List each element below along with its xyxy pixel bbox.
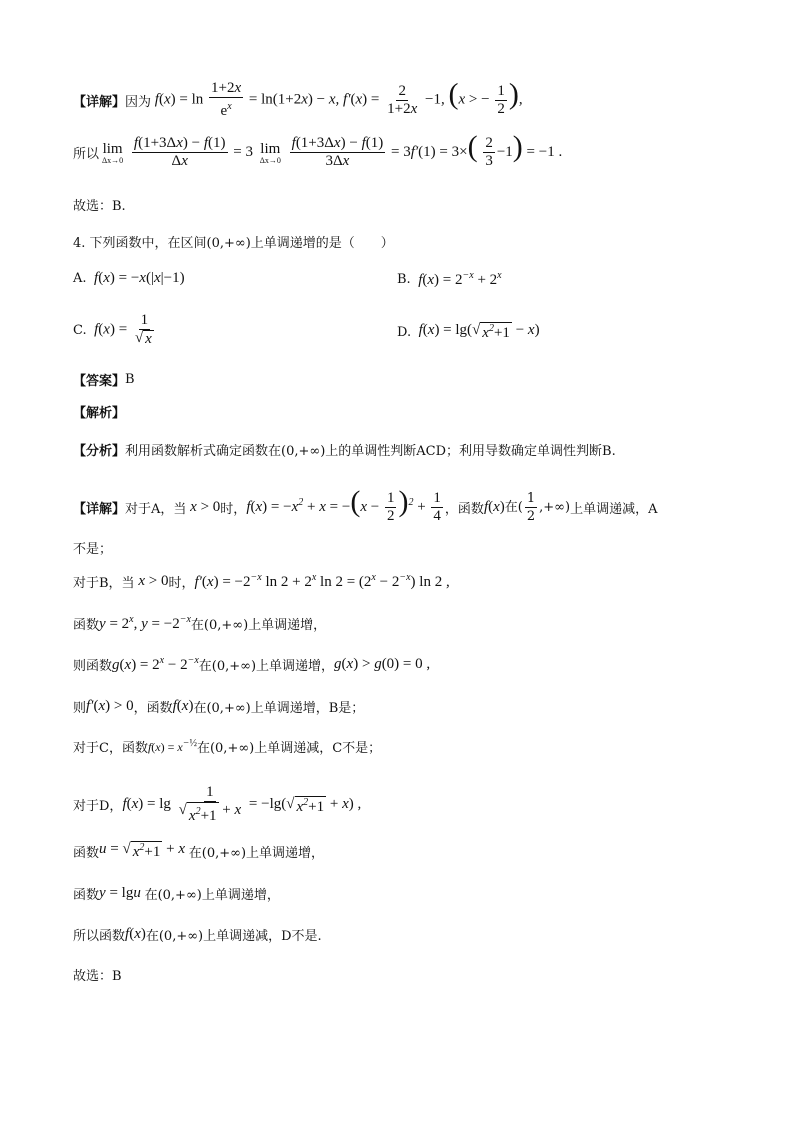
option-b bbox=[397, 270, 502, 289]
detail-b3-pre: 则 bbox=[73, 701, 87, 716]
answer-line bbox=[73, 370, 135, 389]
detail-d2-formula: y = lgu bbox=[99, 885, 145, 901]
option-a-label: A. bbox=[73, 271, 87, 286]
answer-value: B bbox=[125, 372, 135, 387]
detail-b-line bbox=[73, 572, 450, 591]
choose-line-2 bbox=[73, 965, 122, 984]
detail-b-cond: x > 0 bbox=[134, 573, 169, 589]
option-d bbox=[397, 322, 540, 342]
option-d-formula: f(x) = lg( √ $x^2+1$ − x) bbox=[411, 322, 540, 341]
detail-b3-ineq: f′(x) > 0 bbox=[86, 698, 134, 714]
detail-b2-mid: 在(0,+∞)上单调递增， bbox=[198, 659, 335, 674]
analysis-label: 【解析】 bbox=[73, 406, 126, 421]
option-b-formula: $f(x) = 2^{-x} + 2^x$ bbox=[410, 270, 502, 288]
detail-d2-post: 在(0,+∞)上单调递增， bbox=[144, 888, 280, 903]
detail-d2-pre: 函数 bbox=[73, 888, 100, 903]
detail-a-end: 不是； bbox=[73, 542, 113, 557]
detail-d2-line bbox=[73, 884, 280, 903]
detail-d3-fx: f(x) bbox=[125, 926, 146, 942]
detail-a-intro: 对于A，当 bbox=[125, 502, 187, 517]
detail-a-fx: f(x) bbox=[483, 499, 505, 515]
detail-b1-line bbox=[73, 614, 326, 633]
fenxi-label: 【分析】 bbox=[73, 444, 126, 459]
detail-d3-line bbox=[73, 925, 322, 944]
detail-b3-post: 在(0,+∞)上单调递增，B是； bbox=[193, 701, 365, 716]
formula-f-def: f(x) = ln $\frac{1+2x}{e^x}$ = ln(1+2x) − x, f′(x) = $\frac{2}{1+2x}$ −1, (x > − $\frac{1}{2}$ ), bbox=[151, 77, 523, 119]
detail-a-formula: $f(x) = -x^2 + x = -(x$ − $\frac{1}{2}$ )$^2$ + $\frac{1}{4}$ bbox=[246, 484, 441, 524]
detail-a-tail2: 上单调递减，A bbox=[570, 502, 658, 517]
because-text: 因为 bbox=[125, 94, 152, 110]
detail-b1-formula: $y = 2^x$, $y = -2^{-x}$ bbox=[99, 614, 191, 632]
detail-d3-post: 在(0,+∞)上单调递减，D不是. bbox=[145, 929, 322, 944]
detail-d3-pre: 所以函数 bbox=[73, 929, 126, 944]
detail-b-intro: 对于B，当 bbox=[73, 576, 135, 591]
detail-b3-fx: f(x) bbox=[172, 698, 194, 714]
detail-a-mid: 时， bbox=[220, 502, 247, 517]
detail-c-formula: $f(x) = x^{-\frac{1}{2}}$ bbox=[147, 738, 197, 754]
option-b-label: B. bbox=[397, 272, 411, 287]
option-c-label: C. bbox=[73, 322, 87, 338]
answer-label: 【答案】 bbox=[73, 374, 126, 389]
question-4-text: 4. 下列函数中，在区间(0,+∞)上单调递增的是（ ） bbox=[73, 236, 394, 251]
fenxi-text: 利用函数解析式确定函数在(0,+∞)上的单调性判断ACD；利用导数确定单调性判断B. bbox=[125, 444, 616, 459]
choose-text-2: 故选：B bbox=[73, 969, 122, 984]
detail-d1-post: 在(0,+∞)上单调递增， bbox=[188, 845, 325, 861]
detail-b2-pre: 则函数 bbox=[73, 659, 113, 674]
detail-d-pre: 对于D， bbox=[73, 799, 123, 814]
detail-a-interval: 在( $\frac{1}{2}$ ,+∞) bbox=[504, 491, 571, 524]
detail-a-end-line bbox=[73, 538, 112, 557]
detail-d-line bbox=[73, 784, 361, 825]
formula-limit: lim Δx→0 $\frac{f(1+3\Delta x) - f(1)}{\Delta x}$ = 3 lim Δx→0 $\frac{f(1+3\Delta x) - f(1)}{3\Delta x}$ = 3f′(1) = 3×( $\frac{2}{3}$ −1) = −1 . bbox=[102, 129, 563, 169]
detail-line-1 bbox=[73, 77, 523, 120]
question-4-stem bbox=[73, 232, 394, 251]
detail-b3-line bbox=[73, 697, 364, 716]
detail-d1-line bbox=[73, 841, 324, 861]
detail-b-formula: $f'(x) = -2^{-x}$ $\ln 2 + 2^x$ $\ln 2 = (2^x - 2^{-x})$ ln 2 , bbox=[194, 572, 450, 590]
detail-b2-line bbox=[73, 655, 430, 674]
fenxi-line bbox=[73, 440, 616, 459]
detail-d1-formula: u = √ $x^2+1$ + x bbox=[99, 841, 189, 860]
detail-b1-pre: 函数 bbox=[73, 618, 100, 633]
detail-label-2: 【详解】 bbox=[73, 502, 126, 517]
detail-d-formula: f(x) = lg 1 √ $x^2+1$ + x = −lg( √ $x^2+1$ + x) , bbox=[122, 784, 362, 824]
detail-line-2 bbox=[73, 129, 563, 170]
option-a-formula: f(x) = −x(|x|−1) bbox=[86, 270, 185, 286]
option-d-label: D. bbox=[397, 324, 412, 340]
analysis-line bbox=[73, 402, 125, 421]
detail-a-cond: x > 0 bbox=[186, 499, 221, 515]
detail-label: 【详解】 bbox=[73, 94, 126, 110]
detail-b-mid: 时， bbox=[168, 576, 195, 591]
detail-b2-ineq: g(x) > g(0) = 0 , bbox=[334, 656, 431, 672]
option-c-formula: f(x) = 1 √ x bbox=[86, 312, 152, 347]
option-a bbox=[73, 270, 185, 287]
choose-line-1 bbox=[73, 195, 126, 214]
detail-b3-mid: ，函数 bbox=[133, 701, 173, 716]
detail-a-tail: ，函数 bbox=[444, 502, 484, 517]
detail-c-pre: 对于C，函数 bbox=[73, 741, 148, 756]
detail-d1-pre: 函数 bbox=[73, 845, 100, 861]
detail-c-line bbox=[73, 737, 381, 756]
detail-c-post: 在(0,+∞)上单调递减，C不是； bbox=[196, 741, 382, 756]
option-c bbox=[73, 312, 158, 348]
choose-text: 故选：B. bbox=[73, 199, 126, 214]
detail-b1-post: 在(0,+∞)上单调递增， bbox=[190, 618, 327, 633]
detail-a-line bbox=[73, 484, 658, 525]
detail-b2-formula: $g(x) = 2^x - 2^{-x}$ bbox=[112, 655, 199, 673]
therefore-text: 所以 bbox=[73, 147, 100, 162]
